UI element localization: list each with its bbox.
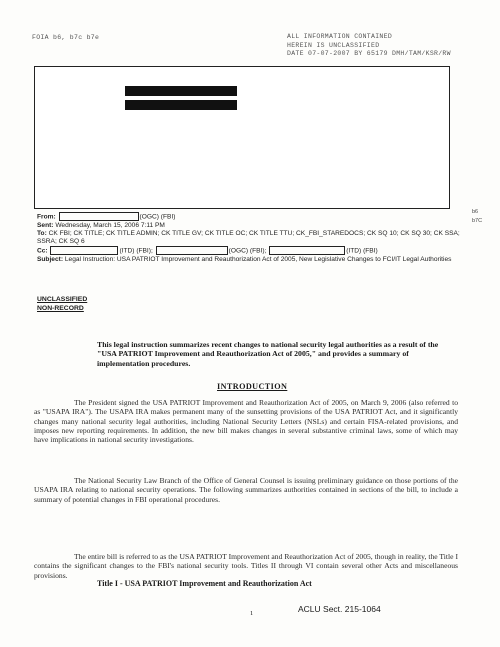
paragraph: The National Security Law Branch of the Office of General Counsel is issuing preliminary guidance on those portions of the USAPA IRA relating to national security operations. The following summarizes authorities contained in sections of the bill, to include a summary of potential changes in FBI operational procedures. [34,476,458,504]
redaction-bar [156,246,228,255]
redaction-bar [125,100,237,110]
paragraph: The President signed the USA PATRIOT Improvement and Reauthorization Act of 2005, on March 9, 2006 (also referred to as "USAPA IRA"). The USAPA IRA makes permanent many of the sunsetting provisions of the USA PATRIOT Act, and it significantly changes many national security legal authorities, including National Security Letters (NSLs) and certain FISA-related provisions, and imposes new reporting requirements. In addition, the new bill makes changes in several substantive criminal laws, some of which may have implications in national security investigations. [34,398,458,445]
section-heading: INTRODUCTION [217,382,288,391]
paragraph: The entire bill is referred to as the USA PATRIOT Improvement and Reauthorization Act of 2005, though in reality, the Title I contains the significant changes to the FBI's national security tools. Titles II through VI contain several other Acts and miscellaneous provisions. [34,552,458,580]
header-left: FOIA b6, b7c b7e [32,34,100,41]
margin-note-top: b6 [472,209,479,215]
redaction-bar [59,212,139,221]
bates-stamp: ACLU Sect. 215-1064 [298,604,381,614]
title-one-heading: Title I - USA PATRIOT Improvement and Reauthorization Act [97,579,312,588]
classification-nonrecord: NON-RECORD [37,305,84,312]
header-line: HEREIN IS UNCLASSIFIED [287,41,380,49]
classification-unclassified: UNCLASSIFIED [37,296,88,303]
email-cc: Cc: (ITD) (FBI); (OGC) (FBI); (ITD) (FBI) [37,247,378,255]
redaction-box [34,66,450,209]
email-from: From: (OGC) (FBI) [37,213,176,221]
email-sent: Sent: Wednesday, March 15, 2006 7:11 PM [37,221,165,229]
header-declassification [287,33,451,59]
intro-summary: This legal instruction summarizes recent changes to national security legal authorities as a result of the "USA PATRIOT Improvement and Reauthorization Act of 2005," and provides a summary of implementation procedures. [97,340,439,368]
redaction-bar [50,246,118,255]
header-line: DATE 07-07-2007 BY 65179 DMH/TAM/KSR/RW [287,50,451,57]
page-number: 1 [250,610,254,617]
email-header [37,212,467,264]
redaction-bar [269,246,345,255]
redaction-bar [125,86,237,96]
email-to: To: CK FBI; CK TITLE; CK TITLE ADMIN; CK TITLE GV; CK TITLE OC; CK TITLE TTU; CK_FBI_STAREDOCS; CK SQ 10; CK SQ 30; CK SSA; SSRA; CK SQ 6 [37,229,460,246]
email-subject: Subject: Legal Instruction: USA PATRIOT Improvement and Reauthorization Act of 2005, New Legislative Changes to FCI/IT Legal Authorities [37,255,452,263]
header-line: ALL INFORMATION CONTAINED [287,33,393,40]
margin-note-bottom: b7C [472,218,483,224]
